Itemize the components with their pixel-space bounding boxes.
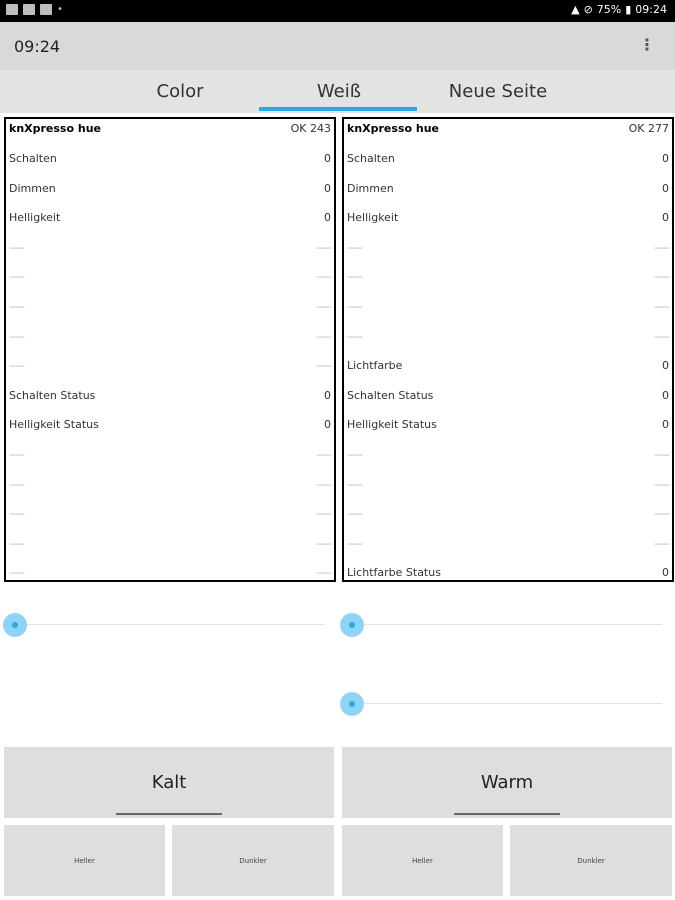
row-label: Schalten bbox=[347, 152, 395, 165]
empty-row bbox=[9, 270, 331, 286]
row-label: Helligkeit bbox=[9, 211, 61, 225]
row-value: ----- bbox=[316, 300, 331, 313]
status-icons bbox=[571, 3, 667, 16]
brightness-slider-right[interactable] bbox=[340, 613, 662, 637]
status-bar bbox=[0, 0, 675, 22]
row-value: ----- bbox=[654, 477, 669, 491]
row-value: ----- bbox=[654, 300, 669, 313]
row-label: ----- bbox=[9, 448, 24, 461]
data-row bbox=[347, 418, 669, 434]
color-temp-slider-right[interactable] bbox=[340, 692, 662, 716]
tab-neue-seite[interactable]: Neue Seite bbox=[448, 81, 548, 102]
row-label: ----- bbox=[347, 240, 362, 254]
heller-button-right[interactable] bbox=[342, 825, 503, 896]
row-value: ----- bbox=[316, 507, 331, 521]
row-label: Dimmen bbox=[9, 181, 56, 195]
heller-label: Heller bbox=[74, 857, 95, 865]
slider-thumb[interactable] bbox=[340, 613, 364, 637]
row-label: Helligkeit bbox=[347, 211, 399, 225]
data-row bbox=[347, 211, 669, 227]
empty-row bbox=[9, 566, 331, 582]
row-value: ----- bbox=[316, 240, 331, 254]
wifi-icon: ▲ bbox=[571, 3, 580, 16]
row-label: Lichtfarbe Status bbox=[347, 566, 441, 580]
slider-thumb[interactable] bbox=[3, 613, 27, 637]
data-row bbox=[9, 182, 331, 198]
kalt-button[interactable] bbox=[4, 747, 334, 818]
row-label: Helligkeit Status bbox=[347, 418, 437, 432]
dunkler-label: Dunkler bbox=[577, 857, 605, 865]
data-row bbox=[9, 152, 331, 168]
heller-label: Heller bbox=[412, 857, 433, 865]
more-vert-icon[interactable]: ⋮ bbox=[639, 35, 655, 54]
row-value: 0 bbox=[324, 152, 331, 165]
row-label: Schalten bbox=[9, 152, 57, 165]
row-value: 0 bbox=[662, 211, 669, 225]
empty-row bbox=[9, 359, 331, 375]
row-label: ----- bbox=[347, 300, 362, 313]
row-value: 0 bbox=[324, 418, 331, 432]
device-name: knXpresso hue bbox=[9, 122, 101, 135]
panel-header bbox=[9, 122, 331, 138]
row-label: ----- bbox=[347, 536, 362, 550]
notification-icons bbox=[6, 4, 63, 15]
empty-row bbox=[347, 507, 669, 523]
row-value: ----- bbox=[316, 566, 331, 580]
data-row bbox=[9, 418, 331, 434]
battery-icon: ▮ bbox=[625, 3, 632, 16]
device-panel-right bbox=[342, 117, 674, 582]
data-row bbox=[347, 359, 669, 375]
row-value: ----- bbox=[654, 240, 669, 254]
data-row bbox=[9, 211, 331, 227]
row-value: ----- bbox=[316, 329, 331, 343]
tab-indicator bbox=[259, 107, 417, 111]
empty-row bbox=[9, 537, 331, 553]
more-notifications-icon: • bbox=[57, 4, 63, 15]
empty-row bbox=[9, 478, 331, 494]
dunkler-button-right[interactable] bbox=[510, 825, 672, 896]
device-status: OK 277 bbox=[628, 122, 669, 135]
row-value: 0 bbox=[662, 418, 669, 432]
app-title: 09:24 bbox=[14, 37, 61, 56]
row-label: ----- bbox=[347, 270, 362, 284]
row-value: 0 bbox=[662, 566, 669, 580]
row-label: ----- bbox=[9, 477, 24, 491]
slider-thumb[interactable] bbox=[340, 692, 364, 716]
battery-percent: 75% bbox=[596, 3, 622, 16]
row-value: 0 bbox=[662, 359, 669, 373]
row-label: Schalten Status bbox=[9, 388, 96, 402]
row-value: 0 bbox=[662, 152, 669, 165]
empty-row bbox=[347, 241, 669, 257]
empty-row bbox=[347, 448, 669, 464]
data-row bbox=[9, 389, 331, 405]
slider-track[interactable] bbox=[350, 624, 662, 625]
do-not-disturb-icon: ⊘ bbox=[583, 3, 593, 16]
row-label: ----- bbox=[9, 240, 24, 254]
dunkler-button-left[interactable] bbox=[172, 825, 334, 896]
row-label: ----- bbox=[347, 448, 362, 461]
data-row bbox=[347, 389, 669, 405]
data-row bbox=[347, 566, 669, 582]
empty-row bbox=[347, 300, 669, 316]
row-value: ----- bbox=[654, 507, 669, 521]
row-label: ----- bbox=[9, 329, 24, 343]
empty-row bbox=[9, 300, 331, 316]
row-value: ----- bbox=[654, 536, 669, 550]
row-label: ----- bbox=[347, 329, 362, 343]
empty-row bbox=[347, 537, 669, 553]
image-notification-icon bbox=[6, 4, 18, 15]
button-underline bbox=[116, 813, 222, 815]
row-label: ----- bbox=[9, 507, 24, 521]
row-label: ----- bbox=[9, 536, 24, 550]
empty-row bbox=[9, 507, 331, 523]
warm-button[interactable] bbox=[342, 747, 672, 818]
row-value: 0 bbox=[662, 181, 669, 195]
kalt-label: Kalt bbox=[151, 772, 187, 793]
row-value: 0 bbox=[324, 181, 331, 195]
heller-button-left[interactable] bbox=[4, 825, 165, 896]
row-label: Dimmen bbox=[347, 181, 394, 195]
row-value: ----- bbox=[316, 477, 331, 491]
row-label: ----- bbox=[9, 359, 24, 373]
row-value: ----- bbox=[654, 270, 669, 284]
device-name: knXpresso hue bbox=[347, 122, 439, 135]
row-label: ----- bbox=[347, 507, 362, 521]
empty-row bbox=[347, 330, 669, 346]
row-value: 0 bbox=[324, 211, 331, 225]
row-value: ----- bbox=[316, 536, 331, 550]
row-value: ----- bbox=[316, 359, 331, 373]
row-value: 0 bbox=[662, 388, 669, 402]
tab-weiss[interactable]: Weiß bbox=[316, 81, 362, 102]
data-row bbox=[347, 152, 669, 168]
brightness-slider-left[interactable] bbox=[3, 613, 325, 637]
row-label: ----- bbox=[347, 477, 362, 491]
empty-row bbox=[347, 478, 669, 494]
device-status: OK 243 bbox=[290, 122, 331, 135]
row-label: Helligkeit Status bbox=[9, 418, 99, 432]
app-bar bbox=[0, 22, 675, 70]
row-label: ----- bbox=[9, 270, 24, 284]
button-underline bbox=[454, 813, 560, 815]
empty-row bbox=[9, 330, 331, 346]
empty-row bbox=[347, 270, 669, 286]
row-value: ----- bbox=[316, 448, 331, 461]
row-value: 0 bbox=[324, 388, 331, 402]
photo-notification-icon bbox=[23, 4, 35, 15]
empty-row bbox=[9, 448, 331, 464]
status-time: 09:24 bbox=[635, 3, 667, 16]
warm-label: Warm bbox=[480, 772, 534, 793]
row-value: ----- bbox=[316, 270, 331, 284]
tab-color[interactable]: Color bbox=[156, 81, 204, 102]
data-row bbox=[347, 182, 669, 198]
row-label: Lichtfarbe bbox=[347, 359, 403, 373]
slider-track[interactable] bbox=[350, 703, 662, 704]
device-panel-left bbox=[4, 117, 336, 582]
panel-header bbox=[347, 122, 669, 138]
row-label: Schalten Status bbox=[347, 388, 434, 402]
row-value: ----- bbox=[654, 448, 669, 461]
gallery-notification-icon bbox=[40, 4, 52, 15]
empty-row bbox=[9, 241, 331, 257]
slider-track[interactable] bbox=[13, 624, 325, 625]
row-label: ----- bbox=[9, 566, 24, 580]
dunkler-label: Dunkler bbox=[239, 857, 267, 865]
row-label: ----- bbox=[9, 300, 24, 313]
row-value: ----- bbox=[654, 329, 669, 343]
